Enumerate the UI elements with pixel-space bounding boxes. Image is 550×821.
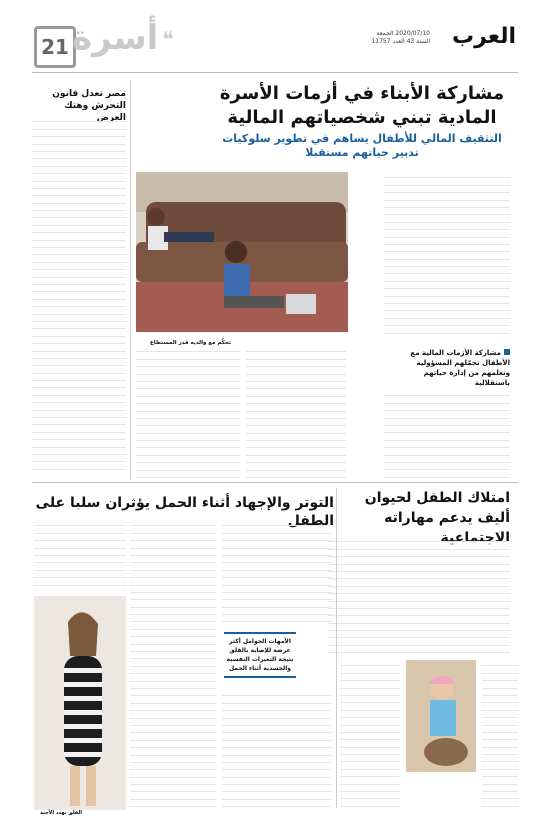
newspaper-logo: العرب xyxy=(451,24,516,49)
child-with-dog-illustration xyxy=(406,660,476,772)
sidebar-headline: مصر تعدل قانون التحرش وهتك العرض xyxy=(52,89,126,123)
pets-body-col-3 xyxy=(340,660,400,810)
pregnant-woman-photo xyxy=(34,596,126,810)
pets-body-text xyxy=(328,536,510,656)
stress-photo-caption: القلق يهدد الأجنة xyxy=(40,810,82,816)
lead-body-col-2 xyxy=(246,346,346,478)
section-divider xyxy=(32,482,518,483)
lead-photo-caption: تحكّم مع والديه قدر المستطاع xyxy=(150,340,231,346)
pull-quote-text: مشاركة الأزمات المالية مع الأطفال تحمّلهم المسؤولية وتعلمهم من إدارة حياتهم باستقلالية xyxy=(410,349,510,387)
lead-photo xyxy=(136,172,348,332)
pull-quote-marker xyxy=(504,349,510,355)
sidebar-body-text xyxy=(32,116,126,476)
stress-body-col-1b xyxy=(222,690,332,810)
pets-photo xyxy=(406,660,476,772)
stress-highlight-box: الأمهات الحوامل أكثر عرضة للإصابة بالقلق نتيجة التغيرات النفسية والجسدية أثناء الحمل xyxy=(224,632,296,678)
issue-date: 2020/07/10 الجمعة xyxy=(376,30,430,37)
section-title: أسرة xyxy=(72,18,159,58)
stress-body-col-2 xyxy=(130,520,216,810)
lead-body-col-3 xyxy=(136,346,240,478)
pets-divider xyxy=(336,488,337,808)
issue-number: السنة 43 العدد 11757 xyxy=(371,38,430,45)
quote-marks-icon: ❝ xyxy=(162,28,174,53)
masthead xyxy=(0,0,550,72)
lead-subheadline: التثقيف المالي للأطفال يساهم في تطوير سلوكيات تدبير حياتهم مستقبلا xyxy=(222,132,502,159)
children-on-sofa-illustration xyxy=(136,172,348,332)
lead-headline: مشاركة الأبناء في أزمات الأسرة المادية تبني شخصياتهم المالية xyxy=(219,83,505,128)
stress-body-col-3 xyxy=(34,520,126,590)
page-number: 21 xyxy=(34,26,76,68)
pets-body-col-2 xyxy=(482,660,518,810)
lead-intro-text xyxy=(384,172,510,340)
pull-quote xyxy=(410,348,510,388)
pregnant-woman-illustration xyxy=(34,596,126,810)
date-block xyxy=(371,30,430,46)
stress-body-col-1 xyxy=(222,520,332,628)
masthead-divider xyxy=(32,72,518,73)
sidebar-divider xyxy=(130,80,131,480)
stress-headline: التوتر والإجهاد أثناء الحمل يؤثران سلبا على الطفل xyxy=(35,495,334,529)
pets-headline: امتلاك الطفل لحيوان أليف يدعم مهاراته الاجتماعية xyxy=(364,490,510,546)
lead-body-col-1 xyxy=(384,390,510,478)
